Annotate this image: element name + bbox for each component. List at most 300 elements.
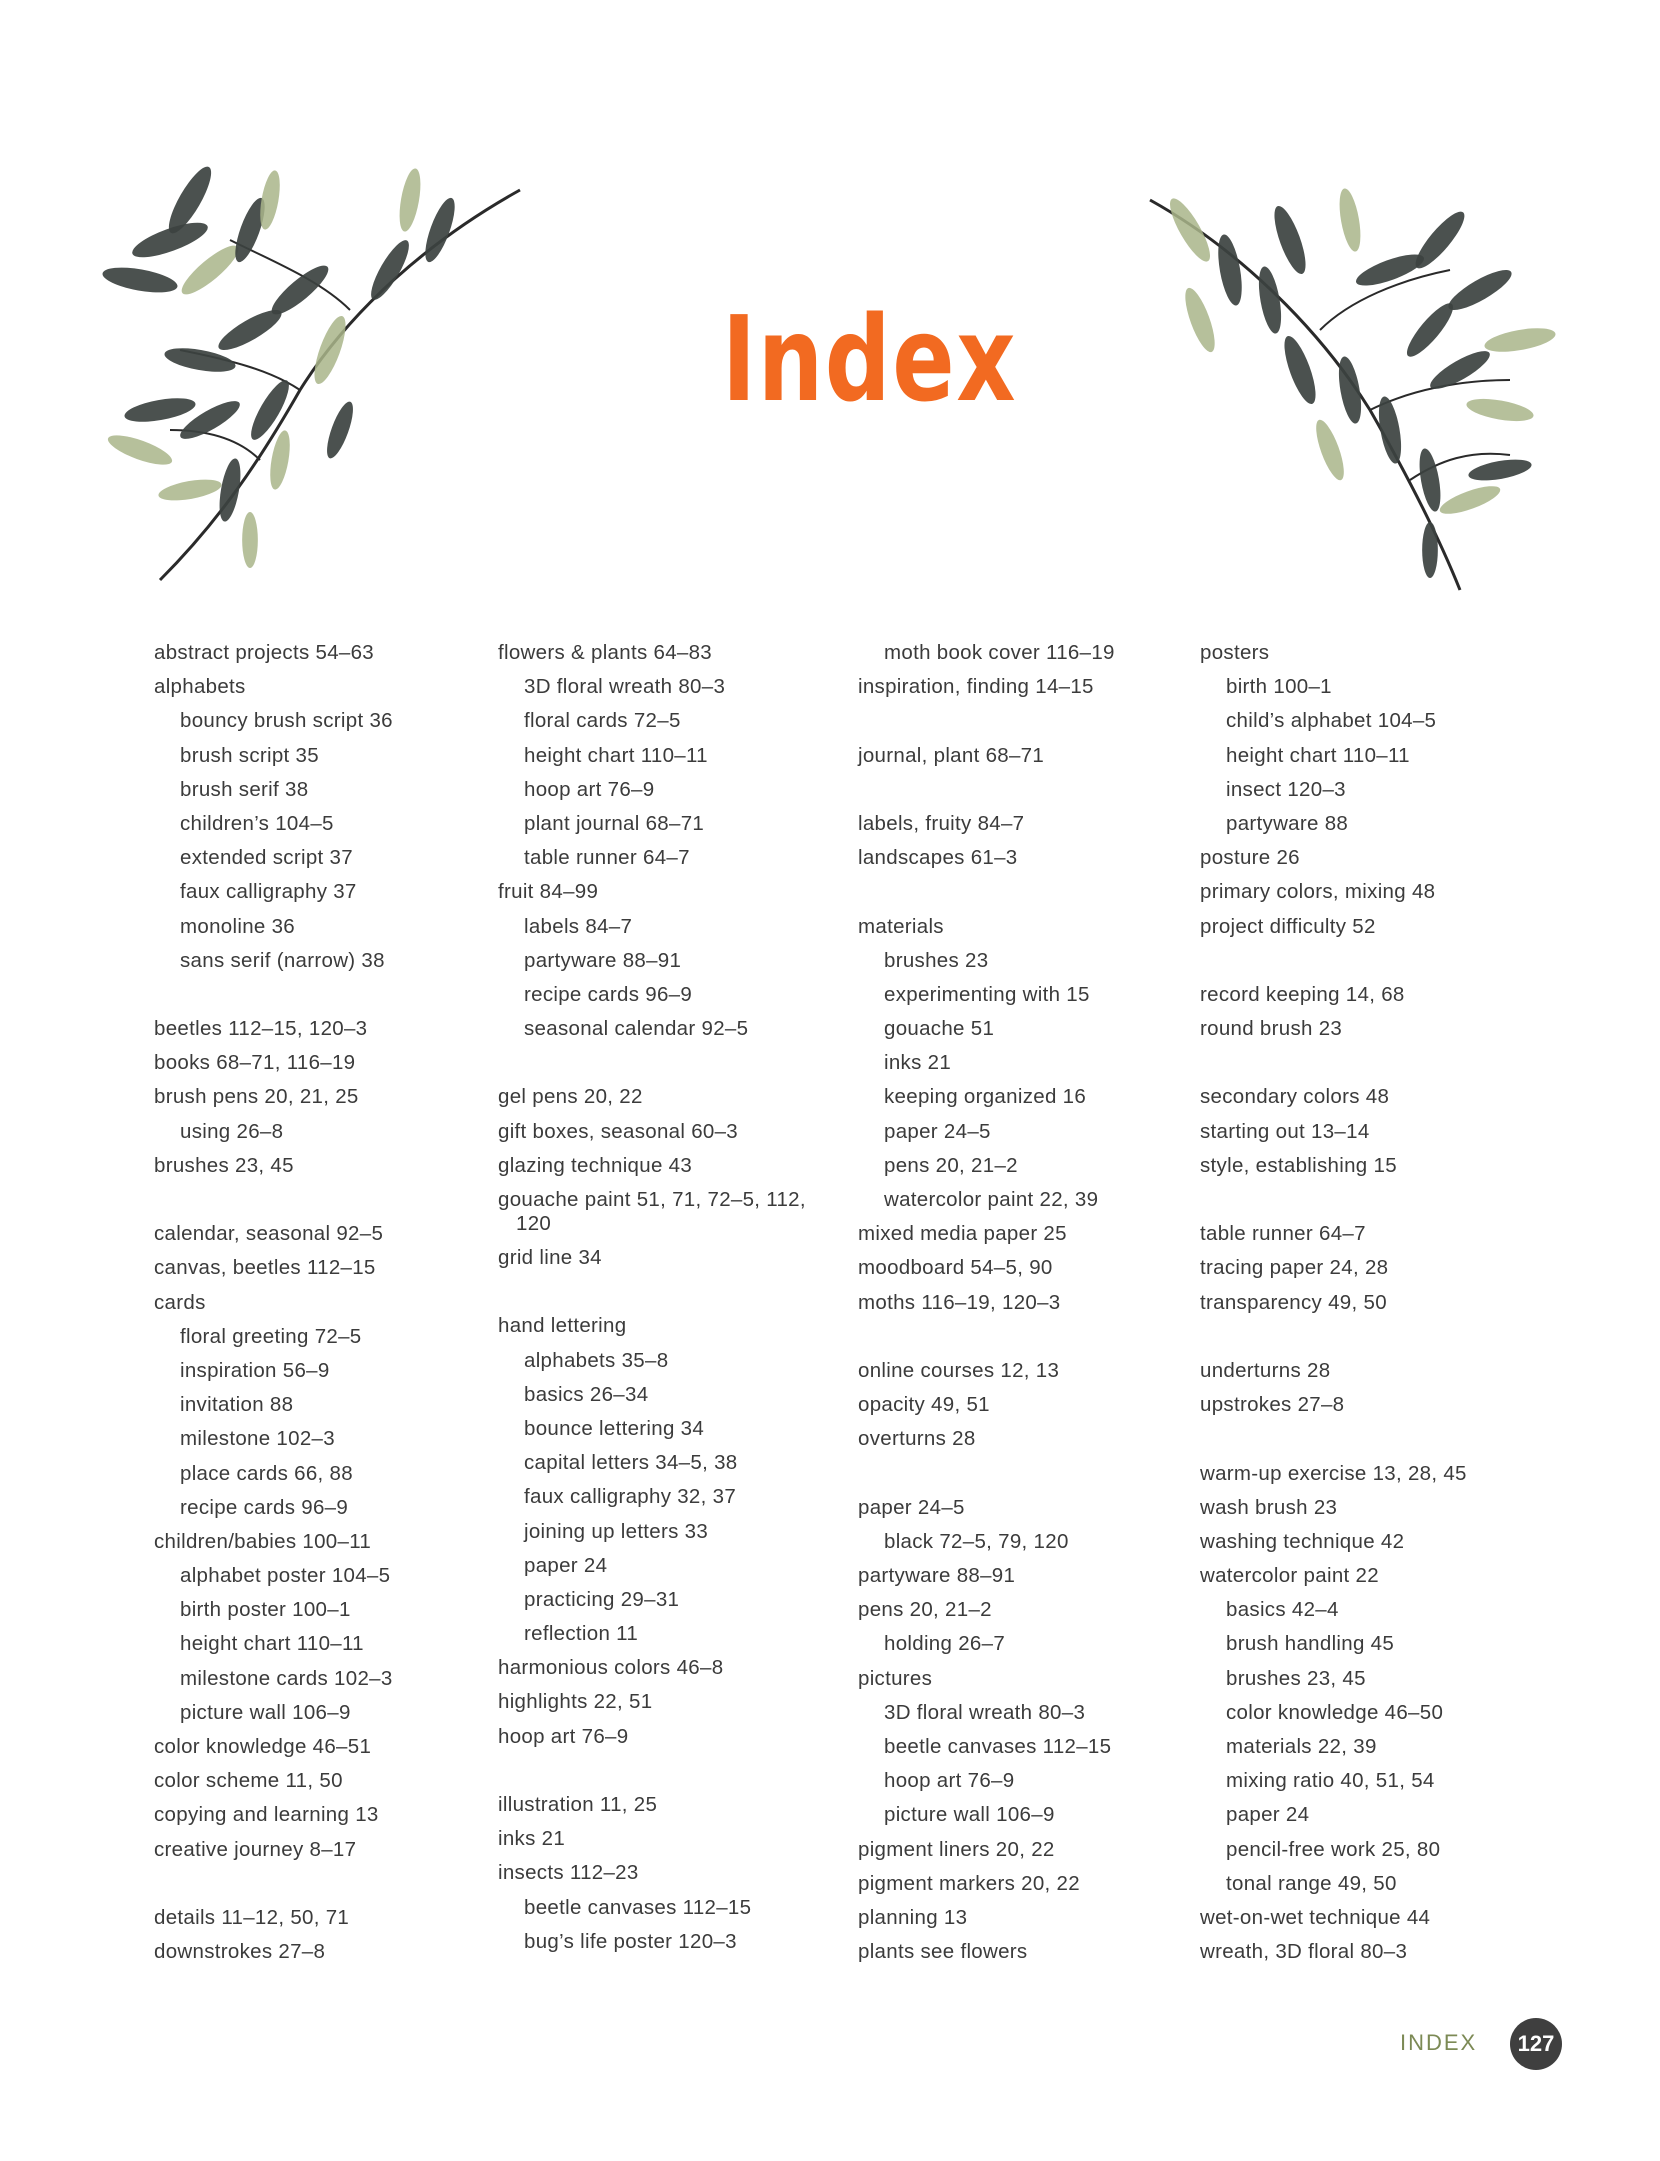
leaf-shape — [1401, 298, 1459, 362]
index-entry — [858, 910, 1188, 944]
index-spacer — [858, 1320, 1188, 1354]
index-subentry — [154, 1422, 484, 1456]
index-entry — [1200, 841, 1530, 875]
index-entry-text: online courses 12, 13 — [858, 1358, 1060, 1382]
index-entry-text: height chart 110–11 — [180, 1632, 364, 1656]
leaf-shape — [1163, 194, 1216, 266]
index-subentry — [858, 636, 1188, 670]
index-subentry — [1200, 1662, 1530, 1696]
index-entry-text: inspiration, finding 14–15 — [858, 675, 1094, 699]
index-entry-text: paper 24–5 — [884, 1119, 991, 1143]
index-entry-text: pigment liners 20, 22 — [858, 1837, 1055, 1861]
index-entry — [498, 1822, 828, 1856]
index-entry-text: books 68–71, 116–19 — [154, 1051, 356, 1075]
index-subentry — [498, 1891, 828, 1925]
index-entry-text: inks 21 — [498, 1827, 566, 1851]
index-spacer — [1200, 1046, 1530, 1080]
index-entry-text: monoline 36 — [180, 914, 295, 938]
index-subentry — [1200, 1764, 1530, 1798]
index-entry-text: posture 26 — [1200, 846, 1300, 870]
leaf-shape — [1426, 345, 1494, 395]
index-entry — [858, 1593, 1188, 1627]
index-entry — [858, 1286, 1188, 1320]
index-entry-text: bouncy brush script 36 — [180, 709, 393, 733]
index-entry-text: paper 24 — [524, 1553, 608, 1577]
index-subentry — [858, 1080, 1188, 1114]
index-subentry — [498, 1446, 828, 1480]
index-subentry — [498, 1617, 828, 1651]
index-entry-text: glazing technique 43 — [498, 1153, 693, 1177]
index-entry-text: hoop art 76–9 — [524, 777, 655, 801]
index-subentry — [154, 773, 484, 807]
index-entry — [498, 1309, 828, 1343]
index-entry-text: secondary colors 48 — [1200, 1085, 1390, 1109]
index-entry — [858, 670, 1188, 704]
index-entry-text: basics 42–4 — [1226, 1598, 1339, 1622]
index-entry-text: moodboard 54–5, 90 — [858, 1256, 1053, 1280]
index-entry-text: alphabets — [154, 675, 246, 699]
index-subentry — [498, 1412, 828, 1446]
index-subentry — [498, 1378, 828, 1412]
index-spacer — [498, 1046, 828, 1080]
index-subentry — [498, 1480, 828, 1514]
index-entry — [498, 1856, 828, 1890]
index-column-3 — [858, 636, 1188, 1969]
index-entry-text: brush handling 45 — [1226, 1632, 1395, 1656]
index-entry-text: color scheme 11, 50 — [154, 1769, 343, 1793]
index-entry — [1200, 1354, 1530, 1388]
index-subentry — [1200, 807, 1530, 841]
index-entry-text: brush script 35 — [180, 743, 319, 767]
index-entry — [1200, 1388, 1530, 1422]
index-subentry — [498, 910, 828, 944]
leaf-shape — [105, 429, 175, 470]
index-entry-text: black 72–5, 79, 120 — [884, 1529, 1069, 1553]
index-subentry — [154, 739, 484, 773]
index-spacer — [858, 1457, 1188, 1491]
index-entry-text: planning 13 — [858, 1905, 968, 1929]
index-subentry — [858, 1115, 1188, 1149]
index-entry-text: height chart 110–11 — [524, 743, 708, 767]
index-entry — [1200, 1286, 1530, 1320]
index-spacer — [154, 1183, 484, 1217]
index-entry-text: sans serif (narrow) 38 — [180, 948, 385, 972]
index-entry-text: 3D floral wreath 80–3 — [524, 675, 726, 699]
index-entry — [858, 807, 1188, 841]
footer-section-label: INDEX — [1400, 2030, 1478, 2055]
index-entry — [498, 875, 828, 909]
leaf-shape — [1467, 456, 1533, 485]
index-entry-text: paper 24 — [1226, 1803, 1310, 1827]
index-entry-text: basics 26–34 — [524, 1382, 649, 1406]
index-entry-text: copying and learning 13 — [154, 1803, 379, 1827]
index-entry-text: transparency 49, 50 — [1200, 1290, 1387, 1314]
index-entry-text: tonal range 49, 50 — [1226, 1871, 1397, 1895]
index-entry — [858, 1833, 1188, 1867]
index-subentry — [498, 1012, 828, 1046]
index-subentry — [154, 1320, 484, 1354]
leaf-shape — [1268, 203, 1312, 278]
index-entry-text: bounce lettering 34 — [524, 1416, 705, 1440]
index-entry-text: creative journey 8–17 — [154, 1837, 357, 1861]
index-entry-text: inks 21 — [884, 1051, 952, 1075]
index-entry — [154, 1012, 484, 1046]
index-entry-text: alphabet poster 104–5 — [180, 1564, 391, 1588]
index-subentry — [498, 739, 828, 773]
index-entry-text: starting out 13–14 — [1200, 1119, 1370, 1143]
index-entry-text: children/babies 100–11 — [154, 1529, 372, 1553]
index-entry-text: child’s alphabet 104–5 — [1226, 709, 1437, 733]
index-entry — [154, 670, 484, 704]
index-entry — [1200, 1251, 1530, 1285]
index-entry-text: picture wall 106–9 — [884, 1803, 1055, 1827]
index-entry-text: holding 26–7 — [884, 1632, 1006, 1656]
leaf-shape — [214, 303, 286, 356]
index-entry-text: abstract projects 54–63 — [154, 641, 374, 664]
index-subentry — [154, 1115, 484, 1149]
leaf-branch-right-illustration — [1130, 180, 1570, 600]
index-subentry — [1200, 670, 1530, 704]
index-entry-text: floral greeting 72–5 — [180, 1324, 362, 1348]
index-spacer — [154, 978, 484, 1012]
index-entry — [1200, 636, 1530, 670]
index-entry-text: faux calligraphy 32, 37 — [524, 1485, 737, 1509]
index-entry-text: experimenting with 15 — [884, 982, 1090, 1006]
index-entry-text: labels, fruity 84–7 — [858, 811, 1025, 835]
index-entry — [1200, 1935, 1530, 1969]
index-entry-text: mixing ratio 40, 51, 54 — [1226, 1769, 1435, 1793]
index-subentry — [154, 1491, 484, 1525]
index-entry-text: using 26–8 — [180, 1119, 284, 1143]
index-entry-text: 3D floral wreath 80–3 — [884, 1700, 1086, 1724]
index-spacer — [858, 875, 1188, 909]
index-subentry — [154, 944, 484, 978]
index-entry-text: extended script 37 — [180, 846, 353, 870]
index-entry-text: round brush 23 — [1200, 1017, 1343, 1041]
index-entry — [1200, 1457, 1530, 1491]
leaf-shape — [1437, 481, 1503, 520]
index-entry-text: invitation 88 — [180, 1393, 294, 1417]
index-entry-text: brushes 23 — [884, 948, 989, 972]
index-entry-text: downstrokes 27–8 — [154, 1940, 326, 1964]
index-entry-text: flowers & plants 64–83 — [498, 641, 713, 664]
leaf-shape — [1179, 285, 1220, 355]
index-entry-text: primary colors, mixing 48 — [1200, 880, 1436, 904]
index-entry-text: canvas, beetles 112–15 — [154, 1256, 376, 1280]
leaf-shape — [157, 476, 223, 505]
index-subentry — [858, 1764, 1188, 1798]
index-entry-text: partyware 88–91 — [858, 1564, 1016, 1588]
index-entry — [858, 1217, 1188, 1251]
index-entry-text: wet-on-wet technique 44 — [1200, 1905, 1431, 1929]
leaf-shape — [365, 236, 415, 304]
index-spacer — [498, 1275, 828, 1309]
index-subentry — [498, 704, 828, 738]
leaf-shape — [176, 239, 244, 301]
index-entry-text: calendar, seasonal 92–5 — [154, 1222, 384, 1246]
index-entry-text: inspiration 56–9 — [180, 1358, 330, 1382]
index-entry — [1200, 1115, 1530, 1149]
index-subentry — [154, 704, 484, 738]
index-subentry — [154, 1627, 484, 1661]
index-entry-text: brushes 23, 45 — [1226, 1666, 1366, 1690]
leaf-branch-left-illustration — [100, 160, 540, 590]
index-entry-text: beetle canvases 112–15 — [884, 1735, 1112, 1758]
index-entry-text: underturns 28 — [1200, 1358, 1331, 1382]
index-subentry — [498, 1344, 828, 1378]
index-entry-text: wash brush 23 — [1200, 1495, 1338, 1519]
index-entry — [858, 739, 1188, 773]
index-entry-text: color knowledge 46–50 — [1226, 1700, 1444, 1724]
index-spacer — [1200, 1320, 1530, 1354]
index-entry-text: gouache paint 51, 71, 72–5, 112, — [498, 1188, 806, 1211]
index-spacer — [498, 1754, 828, 1788]
index-entry-text: partyware 88–91 — [524, 948, 682, 972]
index-entry-text: upstrokes 27–8 — [1200, 1393, 1345, 1417]
index-entry-text: pencil-free work 25, 80 — [1226, 1837, 1441, 1861]
index-entry-text: faux calligraphy 37 — [180, 880, 357, 904]
index-spacer — [1200, 1183, 1530, 1217]
index-entry-text: moth book cover 116–19 — [884, 641, 1115, 664]
index-spacer — [1200, 1422, 1530, 1456]
index-subentry — [858, 944, 1188, 978]
index-entry-text: cards — [154, 1290, 206, 1314]
index-subentry — [498, 1583, 828, 1617]
page-number-badge: 127 — [1510, 2018, 1562, 2070]
index-entry — [498, 1685, 828, 1719]
index-entry — [858, 1867, 1188, 1901]
index-subentry — [858, 1149, 1188, 1183]
index-entry-text: practicing 29–31 — [524, 1587, 680, 1611]
leaf-shape — [1409, 206, 1471, 274]
index-entry-text: brushes 23, 45 — [154, 1153, 294, 1177]
index-subentry — [858, 1046, 1188, 1080]
index-entry-text: paper 24–5 — [858, 1495, 965, 1519]
leaf-shape — [1465, 395, 1535, 426]
index-entry — [858, 841, 1188, 875]
index-subentry — [1200, 704, 1530, 738]
index-entry-text: materials 22, 39 — [1226, 1735, 1377, 1758]
index-entry-text: plants see flowers — [858, 1940, 1028, 1964]
index-entry-text: wreath, 3D floral 80–3 — [1200, 1940, 1408, 1964]
index-entry — [154, 1764, 484, 1798]
index-entry — [858, 1491, 1188, 1525]
index-entry — [154, 1901, 484, 1935]
index-entry-text: brush serif 38 — [180, 777, 309, 801]
index-entry-text: journal, plant 68–71 — [858, 743, 1045, 767]
leaf-shape — [123, 394, 197, 426]
index-entry — [858, 1354, 1188, 1388]
index-entry-text: alphabets 35–8 — [524, 1348, 669, 1372]
index-entry — [1200, 875, 1530, 909]
index-subentry — [154, 807, 484, 841]
index-entry-text: gouache 51 — [884, 1017, 995, 1041]
index-entry — [1200, 978, 1530, 1012]
index-entry-text: capital letters 34–5, 38 — [524, 1451, 738, 1475]
index-entry-text: hand lettering — [498, 1314, 627, 1338]
index-entry-text: moths 116–19, 120–3 — [858, 1290, 1061, 1314]
page-title: Index — [721, 290, 1018, 428]
index-entry — [154, 1730, 484, 1764]
index-entry-text: insects 112–23 — [498, 1861, 639, 1885]
index-entry-text: color knowledge 46–51 — [154, 1735, 372, 1758]
index-entry-text: gel pens 20, 22 — [498, 1085, 643, 1109]
index-entry-text: beetle canvases 112–15 — [524, 1895, 752, 1919]
index-entry-text: overturns 28 — [858, 1427, 976, 1451]
index-entry-text: recipe cards 96–9 — [180, 1495, 349, 1519]
index-entry-text: landscapes 61–3 — [858, 846, 1018, 870]
index-entry — [154, 1080, 484, 1114]
index-column-4 — [1200, 636, 1530, 1969]
index-entry-text: illustration 11, 25 — [498, 1793, 658, 1816]
index-entry — [154, 1046, 484, 1080]
index-subentry — [154, 910, 484, 944]
index-entry — [858, 1388, 1188, 1422]
index-entry-text: recipe cards 96–9 — [524, 982, 693, 1006]
index-entry-text: birth 100–1 — [1226, 675, 1332, 699]
index-subentry — [154, 1593, 484, 1627]
index-entry — [858, 1559, 1188, 1593]
index-entry-text: bug’s life poster 120–3 — [524, 1929, 737, 1953]
index-subentry — [1200, 1730, 1530, 1764]
leaf-shape — [1311, 417, 1350, 483]
index-entry-text: children’s 104–5 — [180, 811, 334, 835]
index-entry — [154, 1149, 484, 1183]
index-entry — [1200, 1080, 1530, 1114]
branch-left — [160, 190, 520, 580]
index-entry-text: keeping organized 16 — [884, 1085, 1087, 1109]
index-entry — [154, 1251, 484, 1285]
index-entry — [1200, 1525, 1530, 1559]
index-entry-text: birth poster 100–1 — [180, 1598, 351, 1622]
index-spacer — [858, 773, 1188, 807]
index-column-2 — [498, 636, 828, 1959]
index-subentry — [498, 1549, 828, 1583]
index-subentry — [498, 807, 828, 841]
index-entry — [498, 1149, 828, 1183]
index-entry-text: warm-up exercise 13, 28, 45 — [1200, 1461, 1467, 1485]
index-entry-text: details 11–12, 50, 71 — [154, 1905, 350, 1929]
index-entry-text: table runner 64–7 — [524, 846, 690, 870]
index-entry-text: posters — [1200, 641, 1270, 664]
index-entry-text: seasonal calendar 92–5 — [524, 1017, 749, 1041]
index-subentry — [858, 1627, 1188, 1661]
index-subentry — [498, 841, 828, 875]
index-entry — [858, 1422, 1188, 1456]
index-entry-continuation: 120 — [516, 1212, 552, 1235]
index-subentry — [498, 670, 828, 704]
index-subentry — [154, 1457, 484, 1491]
index-subentry — [1200, 773, 1530, 807]
index-entry-text: grid line 34 — [498, 1246, 602, 1269]
index-subentry — [858, 978, 1188, 1012]
index-entry-text: reflection 11 — [524, 1622, 639, 1646]
index-entry-text: fruit 84–99 — [498, 880, 599, 904]
index-subentry — [1200, 1798, 1530, 1832]
leaf-shape — [308, 313, 352, 388]
index-entry — [858, 1935, 1188, 1969]
index-subentry — [1200, 1833, 1530, 1867]
index-entry — [498, 636, 828, 670]
index-entry — [1200, 1491, 1530, 1525]
index-entry-text: hoop art 76–9 — [498, 1724, 629, 1748]
index-subentry — [1200, 1593, 1530, 1627]
index-entry — [858, 1901, 1188, 1935]
index-entry-text: record keeping 14, 68 — [1200, 982, 1405, 1006]
index-subentry — [858, 1730, 1188, 1764]
index-entry-text: highlights 22, 51 — [498, 1690, 653, 1714]
index-entry — [1200, 1217, 1530, 1251]
index-entry — [858, 1251, 1188, 1285]
index-entry-text: watercolor paint 22 — [1200, 1564, 1379, 1588]
index-entry-text: style, establishing 15 — [1200, 1153, 1397, 1177]
index-entry — [154, 1286, 484, 1320]
index-entry — [1200, 1901, 1530, 1935]
index-entry-text: pictures — [858, 1666, 933, 1690]
leaf-shape — [1278, 333, 1322, 408]
index-subentry — [858, 1525, 1188, 1559]
index-entry-text: mixed media paper 25 — [858, 1222, 1067, 1246]
index-entry-text: partyware 88 — [1226, 811, 1349, 835]
index-subentry — [1200, 1696, 1530, 1730]
index-subentry — [498, 1925, 828, 1959]
index-entry — [858, 1662, 1188, 1696]
index-subentry — [858, 1696, 1188, 1730]
index-spacer — [858, 704, 1188, 738]
leaf-shape — [1336, 187, 1365, 253]
index-entry — [1200, 1149, 1530, 1183]
index-entry — [498, 1115, 828, 1149]
index-entry-text: pens 20, 21–2 — [858, 1598, 992, 1622]
index-subentry — [154, 1388, 484, 1422]
leaf-shape — [396, 167, 425, 233]
index-entry-text: hoop art 76–9 — [884, 1769, 1015, 1793]
index-entry-text: pigment markers 20, 22 — [858, 1871, 1080, 1895]
index-entry — [1200, 910, 1530, 944]
index-entry-text: floral cards 72–5 — [524, 709, 681, 733]
index-subentry — [498, 944, 828, 978]
index-entry-text: brush pens 20, 21, 25 — [154, 1085, 359, 1109]
index-entry — [498, 1651, 828, 1685]
index-entry-text: harmonious colors 46–8 — [498, 1656, 724, 1680]
leaf-shape — [101, 263, 180, 297]
leaf-shape — [1422, 522, 1438, 578]
index-entry — [154, 1798, 484, 1832]
index-subentry — [154, 875, 484, 909]
index-entry-text: milestone cards 102–3 — [180, 1666, 393, 1690]
index-column-1 — [154, 636, 484, 1969]
index-entry — [498, 1183, 828, 1241]
index-subentry — [154, 1662, 484, 1696]
index-entry — [154, 1525, 484, 1559]
leaf-shape — [242, 512, 258, 568]
index-subentry — [154, 841, 484, 875]
index-entry-text: gift boxes, seasonal 60–3 — [498, 1119, 738, 1143]
index-entry-text: beetles 112–15, 120–3 — [154, 1017, 368, 1041]
index-subentry — [858, 1798, 1188, 1832]
index-entry-text: opacity 49, 51 — [858, 1393, 990, 1417]
index-entry — [1200, 1559, 1530, 1593]
index-entry-text: plant journal 68–71 — [524, 811, 705, 835]
index-subentry — [154, 1559, 484, 1593]
index-entry-text: pens 20, 21–2 — [884, 1153, 1018, 1177]
index-entry — [498, 1788, 828, 1822]
leaf-shape — [322, 399, 358, 461]
index-subentry — [498, 1515, 828, 1549]
index-entry-text: table runner 64–7 — [1200, 1222, 1366, 1246]
index-entry-text: washing technique 42 — [1200, 1529, 1405, 1553]
index-subentry — [1200, 1867, 1530, 1901]
